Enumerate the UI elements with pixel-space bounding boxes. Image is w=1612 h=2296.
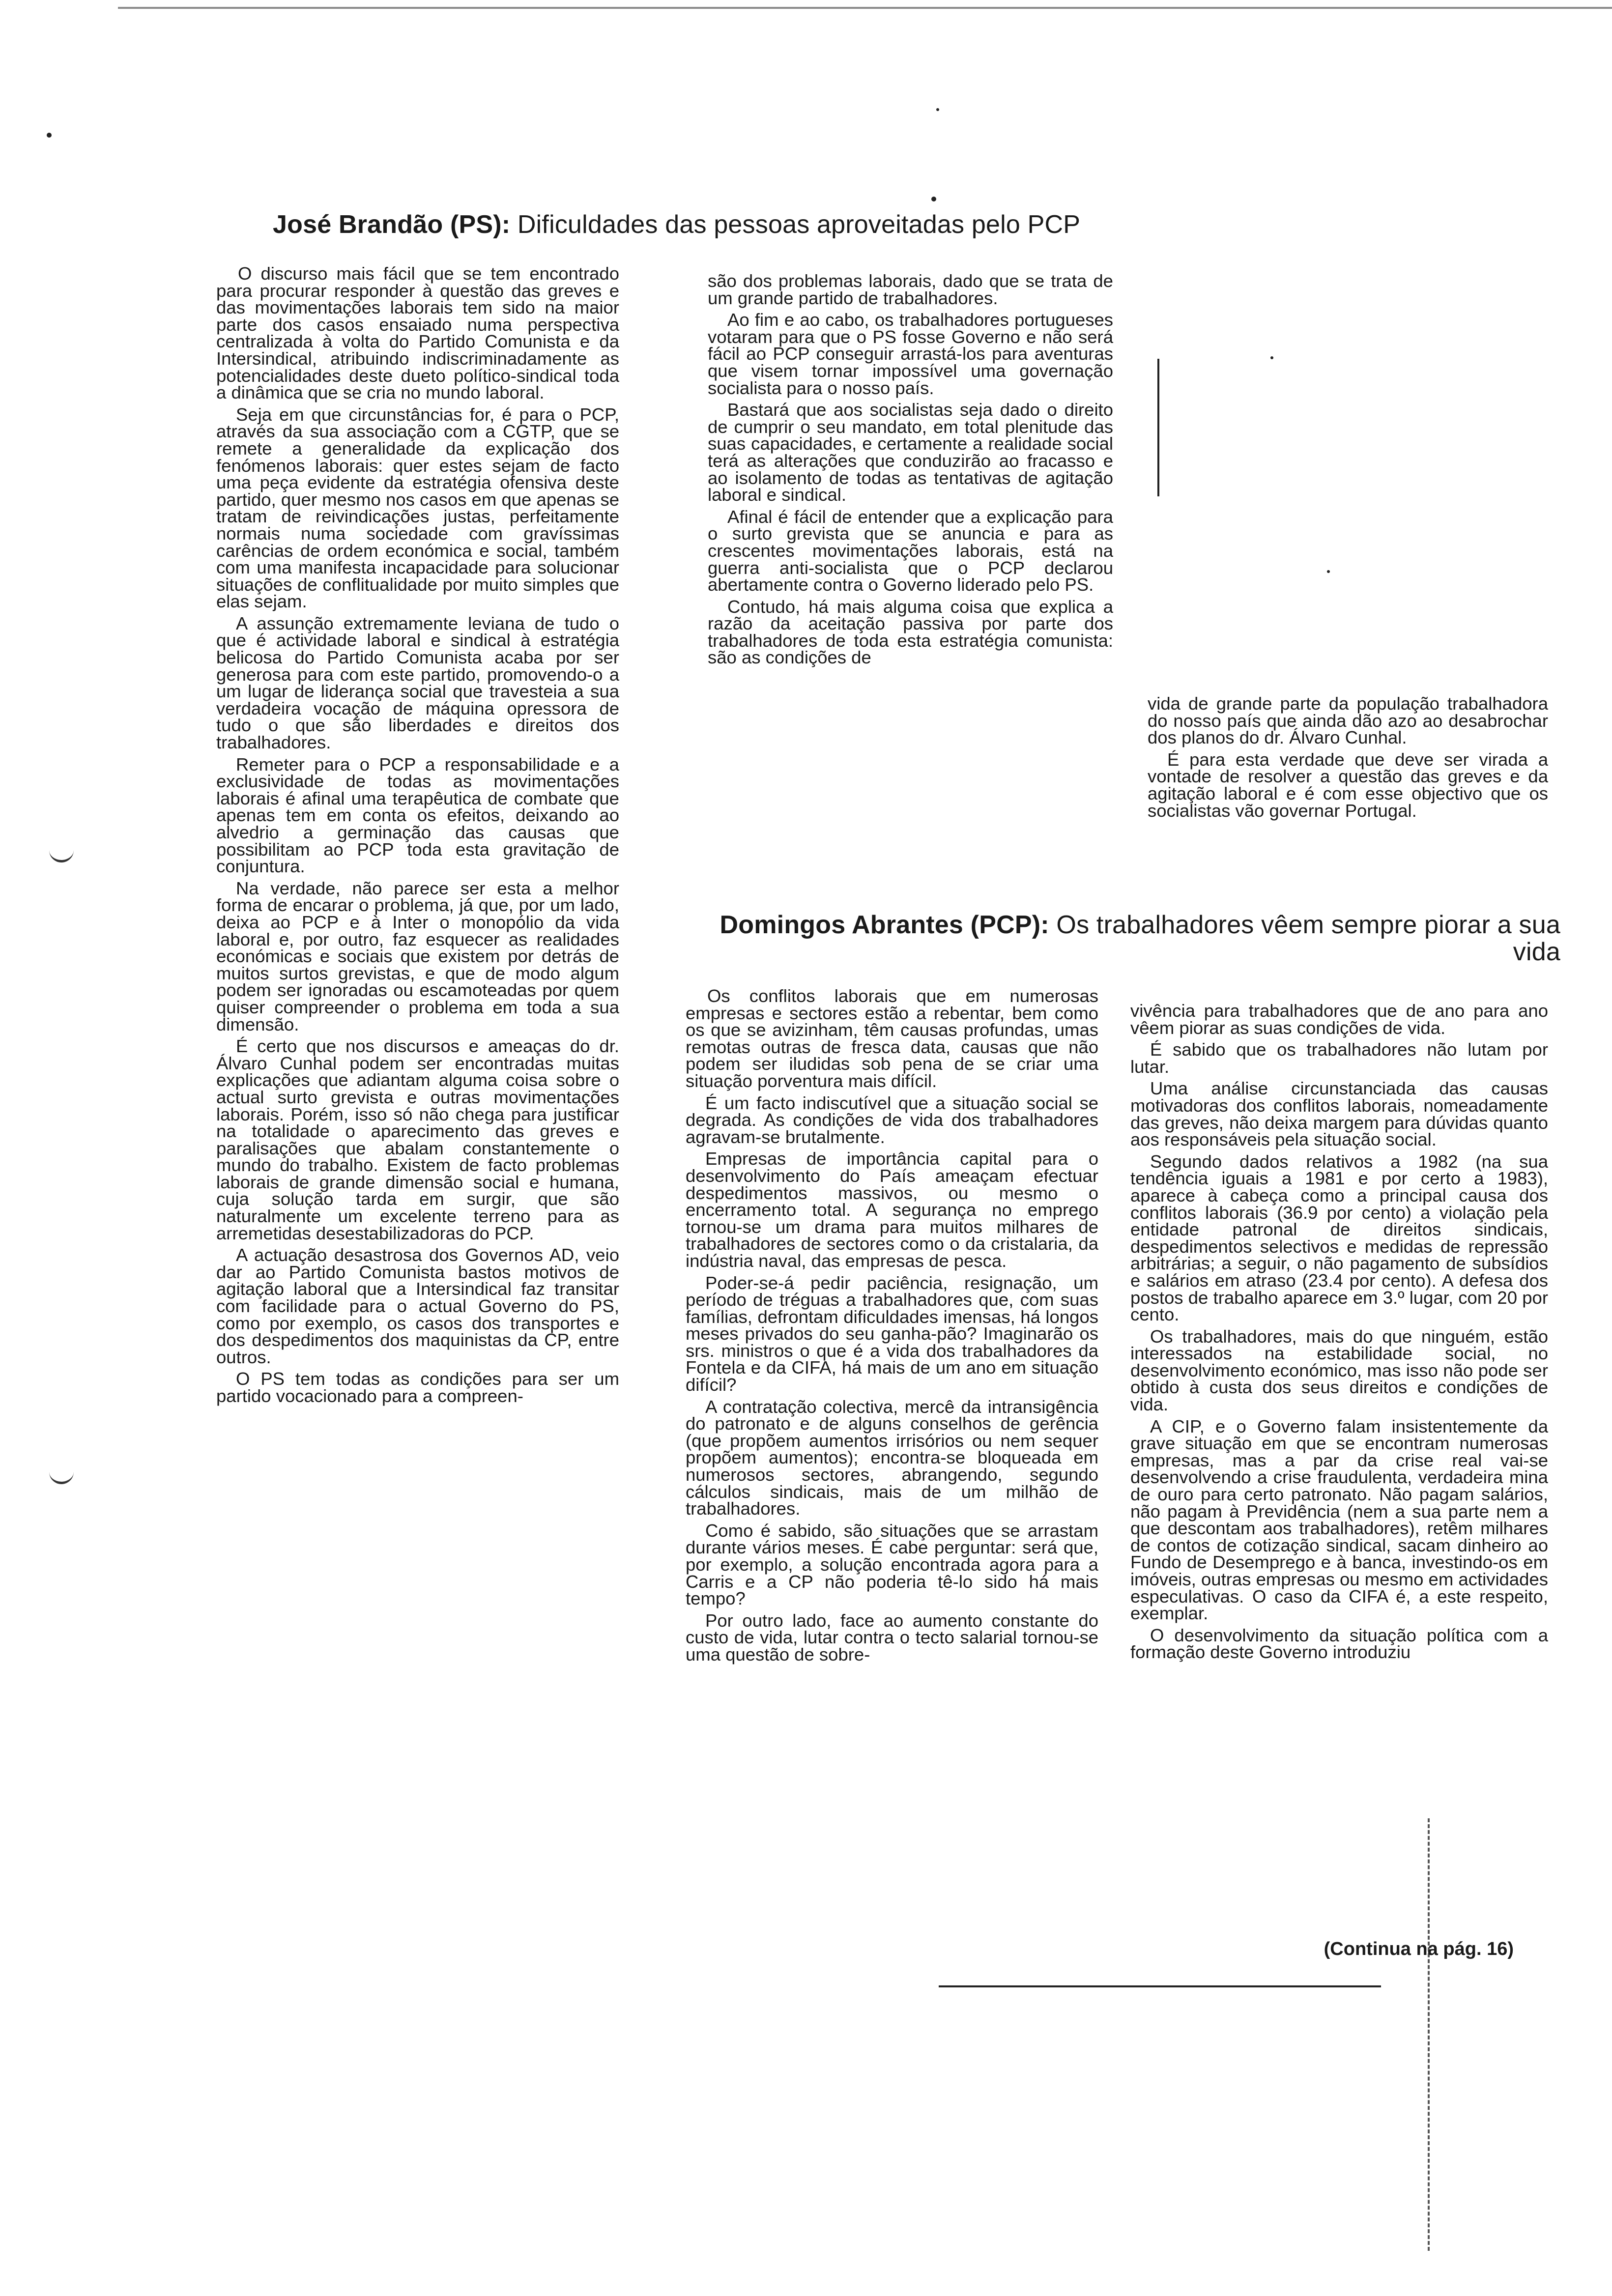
article-end-rule (939, 1985, 1381, 1987)
paragraph: Na verdade, não parece ser esta a melhor forma de encarar o problema, já que, por um lado, deixa ao PCP e à Inter o monopólio da vida laboral e, por outro, faz esquecer as realidades económicas e sociais que existem por detrás de muitos surtos grevistas, e que de modo algum podem ser ignoradas ou escamoteadas por quem quiser compreender o problema em toda a sua dimensão. (216, 878, 619, 1034)
scan-speck (936, 108, 939, 111)
paragraph: Os trabalhadores, mais do que ninguém, estão interessados na estabilidade social, no desenvolvimento económico, mas isso não pode ser obtido à custa dos seus direitos e condições de vida. (1130, 1326, 1548, 1415)
paragraph: Remeter para o PCP a responsabilidade e a exclusividade de todas as movimentações laborais é afinal uma terapêutica de combate que apenas tem em conta os efeitos, deixando ao alvedrio a germinação das causas que possibilitam ao PCP toda esta gravitação de conjuntura. (216, 754, 619, 877)
article-1-headline (273, 211, 1118, 238)
scan-dashed-mark (1428, 1818, 1430, 2251)
paragraph: Como é sabido, são situações que se arrastam durante vários meses. É cabe perguntar: será que, por exemplo, a solução encontrada agora para a Carris e a CP não poderia tê-lo sido há mais tempo? (686, 1520, 1098, 1609)
article-2-speaker: Domingos Abrantes (PCP): (720, 911, 1049, 939)
article-1-column-2 (708, 273, 1113, 671)
paragraph: Os conflitos laborais que em numerosas empresas e sectores estão a rebentar, bem como os que se avizinham, têm causas profundas, umas remotas outras de fresca data, causas que não podem ser iludidas sob pena de se criar uma situação porventura mais difícil. (686, 986, 1098, 1091)
paragraph: Empresas de importância capital para o desenvolvimento do País ameaçam efectuar despedimentos massivos, ou mesmo o encerramento total. A segurança no emprego tornou-se um drama para muitos milhares de trabalhadores de sectores como o da cristalaria, da indústria naval, das empresas de pesca. (686, 1148, 1098, 1271)
paragraph: vida de grande parte da população trabalhadora do nosso país que ainda dão azo ao desabrochar dos planos do dr. Álvaro Cunhal. (1148, 693, 1548, 748)
paragraph: Poder-se-á pedir paciência, resignação, um período de tréguas a trabalhadores que, com suas famílias, defrontam dificuldades imensas, há longos meses privados do seu ganha-pão? Imaginarão os srs. ministros o que é a vida dos trabalhadores da Fontela e da CIFA, há mais de um ano em situação difícil? (686, 1272, 1098, 1395)
punch-hole-mark (49, 845, 74, 862)
paragraph: Segundo dados relativos a 1982 (na sua tendência iguais a 1981 e por certo a 1983), aparece à cabeça como a principal causa dos conflitos laborais (36.9 por cento) a violação pela entidade patronal de direitos sindicais, despedimentos selectivos e medidas de repressão arbitrárias; a seguir, o não pagamento de subsídios e salários em atraso (23.4 por cento). A defesa dos postos de trabalho aparece em 3.º lugar, com 20 por cento. (1130, 1151, 1548, 1325)
scan-speck (1270, 356, 1273, 359)
paragraph: Afinal é fácil de entender que a explicação para o surto grevista que se anuncia e para as crescentes movimentações laborais, está na guerra anti-socialista que o PCP declarou abertamente contra o Governo liderado pelo PS. (708, 506, 1113, 595)
paragraph: Uma análise circunstanciada das causas motivadoras dos conflitos laborais, nomeadamente das greves, não deixa margem para dúvidas quanto aos responsáveis pela situação social. (1130, 1078, 1548, 1150)
scan-vertical-mark (1157, 359, 1159, 496)
paragraph: Por outro lado, face ao aumento constante do custo de vida, lutar contra o tecto salarial tornou-se uma questão de sobre- (686, 1610, 1098, 1665)
paragraph: É para esta verdade que deve ser virada a vontade de resolver a questão das greves e da agitação laboral e é com esse objectivo que os socialistas vão governar Portugal. (1148, 749, 1548, 821)
paragraph: são dos problemas laborais, dado que se trata de um grande partido de trabalhadores. (708, 271, 1113, 308)
paragraph: É certo que nos discursos e ameaças do dr. Álvaro Cunhal podem ser encontradas muitas explicações que adiantam alguma coisa sobre o actual surto grevista e outras movimentações laborais. Porém, isso só não chega para justificar na totalidade o aparecimento das greves e paralisações que abalam constantemente o mundo do trabalho. Existem de facto problemas laborais de grande dimensão social e humana, cuja solução tarda em surgir, que são naturalmente um excelente terreno para as arremetidas desestabilizadoras do PCP. (216, 1036, 619, 1243)
scan-speck (1327, 570, 1330, 573)
paragraph: O PS tem todas as condições para ser um partido vocacionado para a compreen- (216, 1369, 619, 1406)
article-2-column-1 (686, 988, 1098, 1668)
scan-edge-line (118, 7, 1612, 9)
punch-hole-mark (49, 1467, 74, 1484)
article-2-headline (715, 912, 1560, 965)
article-1-title: Dificuldades das pessoas aproveitadas pelo PCP (517, 210, 1081, 239)
paragraph: O desenvolvimento da situação política com a formação deste Governo introduziu (1130, 1625, 1548, 1663)
scan-speck (47, 133, 52, 138)
paragraph: Seja em que circunstâncias for, é para o PCP, através da sua associação com a CGTP, que se remete a generalidade da explicação dos fenómenos laborais: quer estes sejam de facto uma peça evidente da estratégia ofensiva deste partido, quer mesmo nos casos em que apenas se tratam de reivindicações justas, perfeitamente normais numa sociedade com gravíssimas carências de ordem económica e social, também com uma manifesta incapacidade para solucionar situações de conflitualidade por muito simples que elas sejam. (216, 404, 619, 612)
paragraph: A contratação colectiva, mercê da intransigência do patronato e de alguns conselhos de gerência (que propõem aumentos irrisórios ou nem sequer propõem aumentos); encontra-se bloqueada em numerosos sectores, abrangendo, segundo cálculos sindicais, mais de um milhão de trabalhadores. (686, 1396, 1098, 1519)
continuation-note: (Continua na pág. 16) (1324, 1939, 1514, 1959)
scan-speck (931, 197, 936, 201)
paragraph: Contudo, há mais alguma coisa que explica a razão da aceitação passiva por parte dos trabalhadores de toda esta estratégia comunista: são as condições de (708, 596, 1113, 668)
paragraph: O discurso mais fácil que se tem encontrado para procurar responder à questão das greves e das movimentações laborais tem sido na maior parte dos casos ensaiado numa perspectiva centralizada à volta do Partido Comunista e da Intersindical, atribuindo indiscriminadamente as potencialidades deste dueto político-sindical toda a dinâmica que se cria no mundo laboral. (216, 263, 619, 403)
paragraph: Bastará que aos socialistas seja dado o direito de cumprir o seu mandato, em total plenitude das suas capacidades, e certamente a realidade social terá as alterações que conduzirão ao fracasso e ao isolamento de todas as tentativas de agitação laboral e sindical. (708, 400, 1113, 505)
paragraph: É um facto indiscutível que a situação social se degrada. As condições de vida dos trabalhadores agravam-se brutalmente. (686, 1092, 1098, 1147)
paragraph: É sabido que os trabalhadores não lutam por lutar. (1130, 1039, 1548, 1077)
paragraph: vivência para trabalhadores que de ano para ano vêem piorar as suas condições de vida. (1130, 1001, 1548, 1038)
article-2-column-2 (1130, 1003, 1548, 1666)
paragraph: A CIP, e o Governo falam insistentemente da grave situação em que se encontram numerosas empresas, mas a par da crise real vai-se desenvolvendo a crise fraudulenta, verdadeira mina de ouro para certo patronato. Não pagam salários, não pagam à Previdência (nem a sua parte nem a que descontam aos trabalhadores), retêm milhares de contos de cotização sindical, sacam dinheiro ao Fundo de Desemprego e à banca, investindo-os em imóveis, outras empresas ou mesmo em actividades especulativas. O caso da CIFA é, a este respeito, exemplar. (1130, 1416, 1548, 1624)
article-1-column-1 (216, 265, 619, 1410)
paragraph: Ao fim e ao cabo, os trabalhadores portugueses votaram para que o PS fosse Governo e não será fácil ao PCP conseguir arrastá-los para aventuras que visem tornar impossível uma governação socialista para o nosso país. (708, 310, 1113, 398)
paragraph: A assunção extremamente leviana de tudo o que é actividade laboral e sindical à estratégia belicosa do Partido Comunista acaba por ser generosa para com este partido, promovendo-o a um lugar de liderança social que travesteia a sua verdadeira vocação de máquina opressora de tudo o que são liberdades e direitos dos trabalhadores. (216, 613, 619, 753)
paragraph: A actuação desastrosa dos Governos AD, veio dar ao Partido Comunista bastos motivos de agitação laboral que a Intersindical faz transitar com facilidade para o actual Governo do PS, como por exemplo, os casos dos transportes e dos despedimentos dos maquinistas da CP, entre outros. (216, 1245, 619, 1367)
article-1-speaker: José Brandão (PS): (273, 210, 511, 239)
article-1-column-3 (1148, 695, 1548, 824)
article-2-title: Os trabalhadores vêem sempre piorar a sua vida (1056, 911, 1560, 966)
